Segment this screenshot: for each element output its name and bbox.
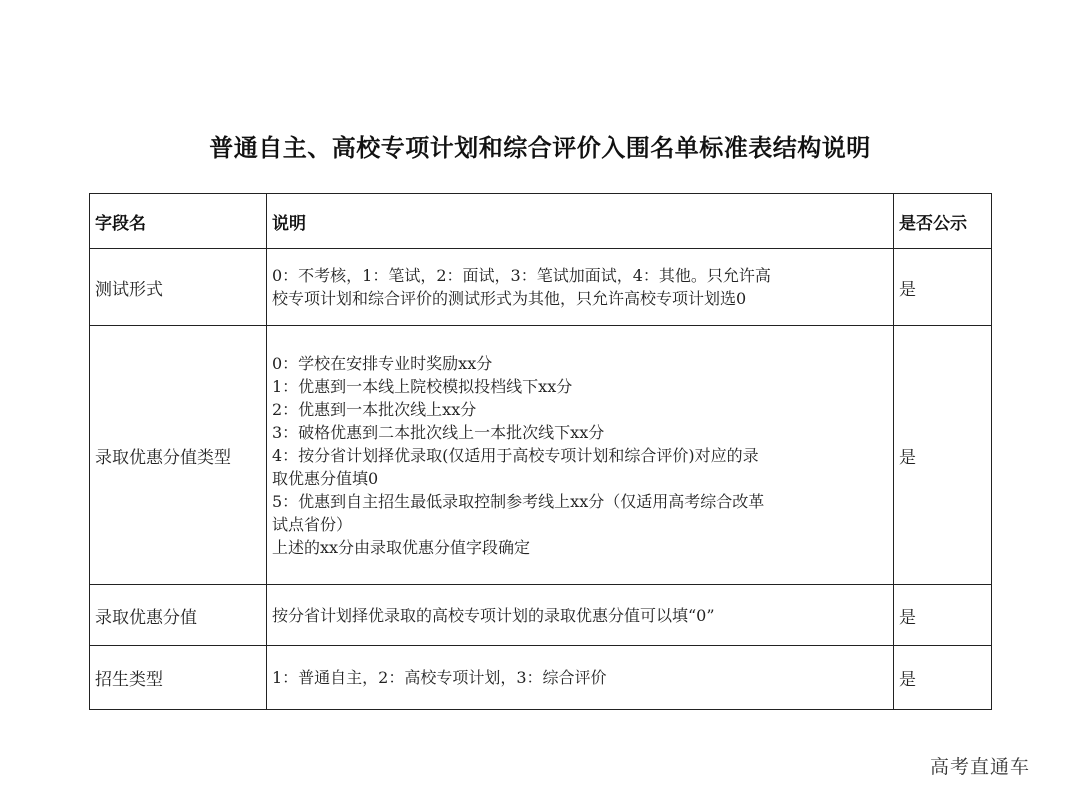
- description-line: 试点省份）: [272, 514, 353, 534]
- description-cell: [267, 646, 894, 710]
- header-field-name-label: 字段名: [95, 213, 146, 234]
- table-row: [90, 585, 992, 646]
- header-public: [894, 194, 992, 249]
- field-name-cell: 录取优惠分值类型: [90, 326, 267, 585]
- public-cell: 是: [894, 585, 992, 646]
- header-description-label: 说明: [272, 213, 306, 234]
- header-public-label: 是否公示: [899, 213, 967, 234]
- description-line: 1：优惠到一本线上院校模拟投档线下xx分: [272, 376, 573, 396]
- document-title: 普通自主、高校专项计划和综合评价入围名单标准表结构说明: [209, 134, 871, 162]
- description-line: 2：优惠到一本批次线上xx分: [272, 399, 477, 419]
- structure-table: [89, 193, 992, 710]
- description-line: 0：不考核，1：笔试，2：面试，3：笔试加面试，4：其他。只允许高: [272, 266, 771, 285]
- field-name-cell: 招生类型: [90, 646, 267, 710]
- header-field-name: [90, 194, 267, 249]
- table-header-row: [90, 194, 992, 249]
- table-row: [90, 326, 992, 585]
- field-name-cell: 录取优惠分值: [90, 585, 267, 646]
- public-cell: 是: [894, 646, 992, 710]
- table-row: [90, 646, 992, 710]
- description-line: 5：优惠到自主招生最低录取控制参考线上xx分（仅适用高考综合改革: [272, 491, 765, 511]
- header-description: [267, 194, 894, 249]
- public-cell: 是: [894, 326, 992, 585]
- description-line: 按分省计划择优录取的高校专项计划的录取优惠分值可以填“0”: [272, 605, 715, 625]
- description-line: 3：破格优惠到二本批次线上一本批次线下xx分: [272, 422, 605, 442]
- description-line: 0：学校在安排专业时奖励xx分: [272, 353, 493, 373]
- public-cell: 是: [894, 249, 992, 326]
- description-cell: [267, 585, 894, 646]
- description-line: 取优惠分值填0: [272, 468, 379, 488]
- description-line: 上述的xx分由录取优惠分值字段确定: [272, 537, 531, 557]
- description-line: 4：按分省计划择优录取(仅适用于高校专项计划和综合评价)对应的录: [272, 445, 759, 465]
- source-watermark: 高考直通车: [930, 756, 1031, 778]
- field-name-cell: 测试形式: [90, 249, 267, 326]
- description-line: 1：普通自主，2：高校专项计划，3：综合评价: [272, 668, 607, 687]
- description-line: 校专项计划和综合评价的测试形式为其他，只允许高校专项计划选0: [272, 289, 747, 308]
- description-cell: [267, 326, 894, 585]
- table-row: [90, 249, 992, 326]
- description-cell: [267, 249, 894, 326]
